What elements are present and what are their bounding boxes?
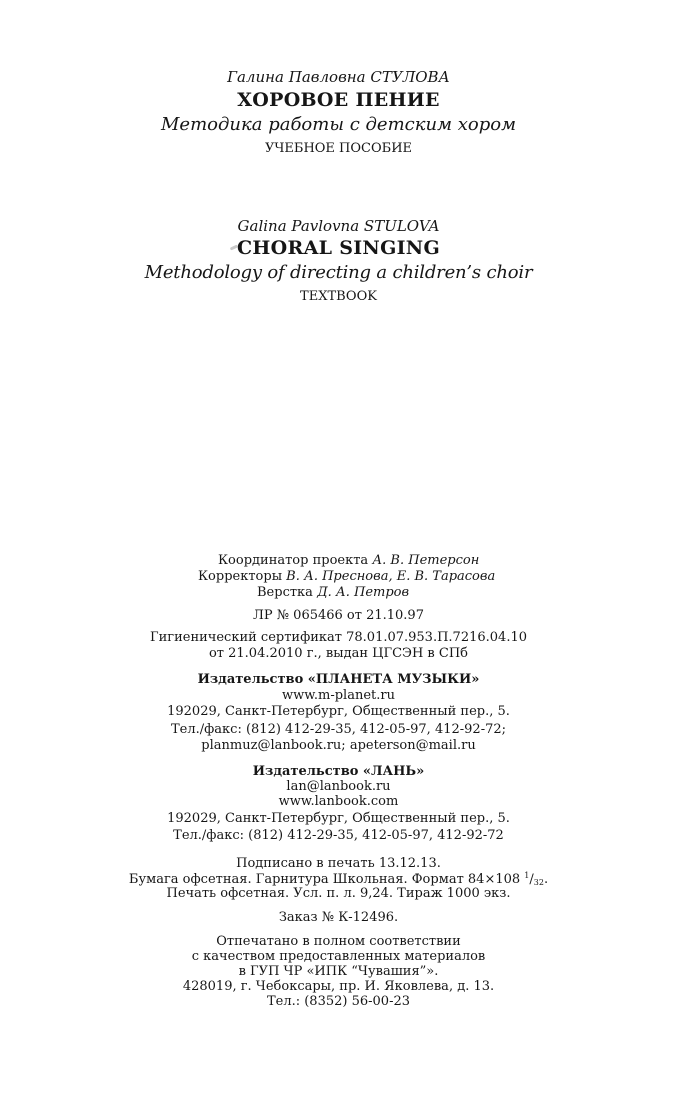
format-numerator: 1 — [524, 871, 530, 880]
hygiene-certificate-date: от 21.04.2010 г., выдан ЦГСЭН в СПб — [208, 646, 468, 661]
credit-layout — [257, 586, 409, 599]
paper-format-text: Бумага офсетная. Гарнитура Школьная. Формат 84×108 — [128, 872, 525, 887]
book-type-en: TEXTBOOK — [300, 289, 377, 304]
publisher-planeta-phone: Тел./факс: (812) 412-29-35, 412-05-97, 412-92-72; — [170, 722, 507, 737]
signed-to-print: Подписано в печать 13.12.13. — [236, 856, 441, 871]
publisher-lan-address: 192029, Санкт-Петербург, Общественный пер., 5. — [167, 811, 510, 826]
printer-line-2: с качеством предоставленных материалов — [191, 949, 486, 964]
print-run: Печать офсетная. Усл. п. л. 9,24. Тираж 1000 экз. — [166, 886, 511, 901]
book-type-ru: УЧЕБНОЕ ПОСОБИЕ — [264, 141, 413, 156]
publisher-lan-phone: Тел./факс: (812) 412-29-35, 412-05-97, 412-92-72 — [173, 828, 504, 843]
paper-format-end: . — [543, 872, 549, 887]
printer-line-5: Тел.: (8352) 56-00-23 — [266, 994, 411, 1009]
credit-correctors-names: В. А. Преснова, Е. В. Тарасова — [286, 569, 496, 584]
credit-correctors-label: Корректоры — [198, 569, 287, 584]
publisher-planeta-name: Издательство «ПЛАНЕТА МУЗЫКИ» — [197, 672, 480, 687]
credit-layout-name: Д. А. Петров — [317, 585, 410, 600]
publisher-planeta-emails: planmuz@lanbook.ru; apeterson@mail.ru — [201, 738, 476, 753]
publisher-lan-name: Издательство «ЛАНЬ» — [252, 764, 425, 779]
publisher-lan-website: www.lanbook.com — [278, 794, 399, 809]
credit-coordinator-label: Координатор проекта — [218, 553, 373, 568]
order-number: Заказ № К-12496. — [278, 910, 399, 925]
printer-line-1: Отпечатано в полном соответствии — [216, 934, 461, 949]
credit-layout-label: Верстка — [257, 585, 318, 600]
credit-correctors — [198, 570, 495, 583]
printer-line-4: 428019, г. Чебоксары, пр. И. Яковлева, д. 13. — [182, 979, 495, 994]
book-title-ru: ХОРОВОЕ ПЕНИЕ — [237, 89, 440, 111]
format-denominator: 32 — [533, 878, 544, 887]
credit-coordinator-name: А. В. Петерсон — [372, 553, 480, 568]
publisher-lan-email: lan@lanbook.ru — [286, 779, 391, 794]
book-subtitle-ru: Методика работы с детским хором — [161, 114, 516, 135]
author-en: Galina Pavlovna STULOVA — [237, 217, 440, 235]
printer-line-3: в ГУП ЧР «ИПК “Чувашия”». — [238, 964, 439, 979]
book-title-en: CHORAL SINGING — [236, 237, 440, 259]
license-number: ЛР № 065466 от 21.10.97 — [253, 608, 424, 623]
paper-format: Бумага офсетная. Гарнитура Школьная. Формат 84×108 $^1$/32. — [128, 871, 549, 887]
book-subtitle-en: Methodology of directing a children’s choir — [144, 262, 533, 283]
author-ru: Галина Павловна СТУЛОВА — [227, 68, 450, 86]
publisher-planeta-address: 192029, Санкт-Петербург, Общественный пер., 5. — [167, 704, 510, 719]
credit-coordinator — [218, 554, 479, 567]
hygiene-certificate: Гигиенический сертификат 78.01.07.953.П.7216.04.10 — [150, 630, 527, 645]
publisher-planeta-website: www.m-planet.ru — [282, 688, 395, 703]
